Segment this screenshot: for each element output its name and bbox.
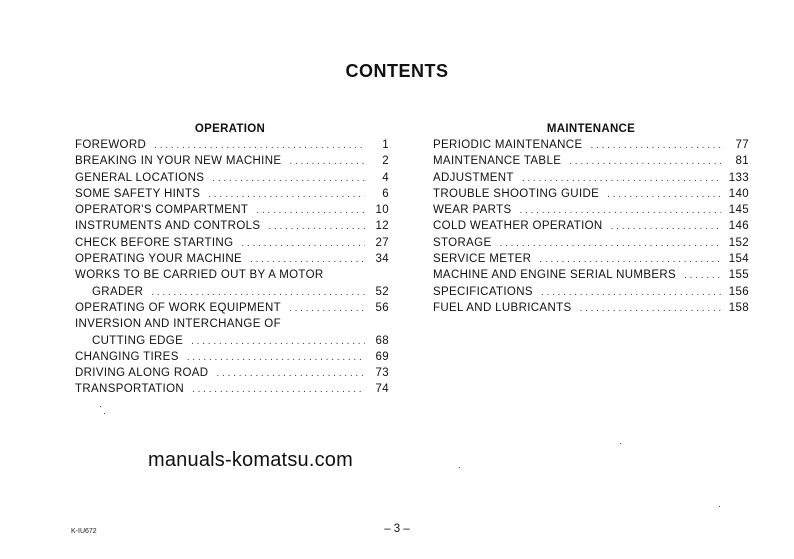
dot-leader (519, 203, 721, 219)
toc-entry-page: 69 (375, 350, 389, 363)
toc-entry-specifications[interactable] (433, 284, 749, 300)
toc-entry-changing-tires[interactable] (75, 349, 389, 365)
toc-entry-label: PERIODIC MAINTENANCE (433, 139, 583, 151)
maintenance-section (433, 121, 749, 316)
toc-entry-label: TRANSPORTATION (75, 383, 185, 396)
toc-entry-label: SERVICE METER (433, 253, 532, 266)
dot-leader (268, 219, 365, 235)
toc-entry-driving-road[interactable] (75, 365, 389, 381)
dot-leader (684, 268, 721, 284)
toc-entry-serial-numbers[interactable] (433, 267, 749, 283)
toc-entry-check-before-starting[interactable] (75, 235, 389, 251)
toc-entry-page: 27 (375, 236, 389, 249)
dot-leader (591, 138, 722, 154)
toc-entry-periodic-maintenance[interactable] (433, 137, 749, 153)
toc-entry-page: 77 (735, 139, 749, 151)
toc-entry-label: SOME SAFETY HINTS (75, 187, 201, 200)
toc-entry-inversion-interchange[interactable] (75, 316, 389, 332)
scan-speck (620, 443, 621, 444)
toc-entry-page: 154 (728, 253, 749, 266)
dot-leader (216, 366, 365, 382)
dot-leader (256, 203, 365, 219)
toc-entry-operators-compartment[interactable] (75, 202, 389, 218)
toc-entry-label: GENERAL LOCATIONS (75, 171, 205, 184)
dot-leader (241, 236, 365, 252)
toc-entry-label: INSTRUMENTS AND CONTROLS (75, 220, 261, 233)
dot-leader (187, 350, 365, 366)
toc-entry-maintenance-table[interactable] (433, 153, 749, 169)
toc-entry-work-equipment[interactable] (75, 300, 389, 316)
toc-entry-page: 12 (375, 220, 389, 233)
toc-entry-label: CUTTING EDGE (92, 334, 184, 347)
dot-leader (289, 154, 365, 170)
toc-entry-label: DRIVING ALONG ROAD (75, 367, 209, 380)
toc-entry-label: CHECK BEFORE STARTING (75, 236, 234, 249)
toc-entry-label: OPERATING OF WORK EQUIPMENT (75, 301, 282, 314)
dot-leader (541, 285, 721, 301)
toc-entry-safety-hints[interactable] (75, 186, 389, 202)
dot-leader (212, 171, 365, 187)
toc-entry-label: CHANGING TIRES (75, 350, 179, 363)
dot-leader (522, 171, 721, 187)
dot-leader (250, 252, 365, 268)
page-number: – 3 – (384, 523, 410, 535)
maintenance-heading: MAINTENANCE (546, 123, 636, 135)
toc-entry-instruments-controls[interactable] (75, 218, 389, 234)
scan-speck (104, 413, 105, 414)
scan-speck (100, 406, 101, 407)
toc-entry-service-meter[interactable] (433, 251, 749, 267)
dot-leader (151, 285, 365, 301)
toc-entry-works-motor-grader[interactable] (75, 267, 389, 283)
toc-entry-label: TROUBLE SHOOTING GUIDE (433, 187, 600, 200)
toc-entry-label: INVERSION AND INTERCHANGE OF (75, 318, 281, 331)
toc-entry-page: 81 (735, 155, 749, 168)
toc-entry-label: MAINTENANCE TABLE (433, 155, 562, 168)
toc-entry-page: 133 (728, 171, 749, 184)
toc-entry-transportation[interactable] (75, 381, 389, 397)
maintenance-toc-list (433, 137, 749, 316)
dot-leader (611, 219, 721, 235)
toc-entry-page: 155 (728, 269, 749, 282)
toc-entry-page: 156 (728, 285, 749, 298)
toc-entry-page: 1 (382, 139, 389, 151)
toc-entry-label: WEAR PARTS (433, 204, 512, 217)
toc-entry-page: 68 (375, 334, 389, 347)
dot-leader (499, 236, 721, 252)
toc-entry-page: 145 (728, 204, 749, 217)
scan-speck (719, 506, 720, 507)
page-title: CONTENTS (345, 61, 449, 81)
toc-entry-operating-machine[interactable] (75, 251, 389, 267)
toc-entry-cold-weather[interactable] (433, 218, 749, 234)
toc-entry-page: 6 (382, 187, 389, 200)
dot-leader (580, 301, 721, 317)
operation-heading: OPERATION (194, 123, 266, 135)
toc-entry-label: MACHINE AND ENGINE SERIAL NUMBERS (433, 269, 677, 282)
document-code: K-IU672 (71, 528, 97, 535)
toc-entry-label: ADJUSTMENT (433, 171, 514, 184)
toc-entry-adjustment[interactable] (433, 170, 749, 186)
toc-entry-page: 152 (728, 236, 749, 249)
toc-entry-page: 73 (375, 367, 389, 380)
toc-entry-label: STORAGE (433, 236, 492, 249)
toc-entry-page: 4 (382, 171, 389, 184)
watermark-text: manuals-komatsu.com (148, 449, 353, 471)
toc-entry-cutting-edge[interactable] (75, 333, 389, 349)
toc-entry-page: 74 (375, 383, 389, 396)
toc-entry-page: 146 (728, 220, 749, 233)
toc-entry-label: COLD WEATHER OPERATION (433, 220, 603, 233)
toc-entry-general-locations[interactable] (75, 170, 389, 186)
toc-entry-trouble-shooting[interactable] (433, 186, 749, 202)
scan-speck (459, 467, 460, 468)
toc-entry-label: OPERATOR'S COMPARTMENT (75, 204, 249, 217)
toc-entry-label: WORKS TO BE CARRIED OUT BY A MOTOR (75, 269, 324, 282)
toc-entry-page: 10 (375, 204, 389, 217)
toc-entry-breaking-in[interactable] (75, 153, 389, 169)
toc-entry-page: 56 (375, 301, 389, 314)
dot-leader (607, 187, 721, 203)
toc-entry-page: 140 (728, 187, 749, 200)
dot-leader (192, 382, 365, 398)
toc-entry-page: 158 (728, 301, 749, 314)
dot-leader (154, 138, 365, 154)
toc-entry-label: OPERATING YOUR MACHINE (75, 253, 243, 266)
toc-entry-grader[interactable] (75, 284, 389, 300)
toc-entry-label: FUEL AND LUBRICANTS (433, 301, 572, 314)
operation-section (75, 121, 389, 398)
toc-entry-page: 2 (382, 155, 389, 168)
toc-entry-label: BREAKING IN YOUR NEW MACHINE (75, 155, 282, 168)
toc-entry-page: 34 (375, 253, 389, 266)
dot-leader (569, 154, 721, 170)
toc-entry-label: FOREWORD (75, 139, 147, 151)
dot-leader (208, 187, 365, 203)
toc-entry-storage[interactable] (433, 235, 749, 251)
toc-entry-fuel-lubricants[interactable] (433, 300, 749, 316)
dot-leader (289, 301, 365, 317)
toc-entry-label: GRADER (92, 285, 144, 298)
toc-entry-wear-parts[interactable] (433, 202, 749, 218)
operation-toc-list (75, 137, 389, 398)
dot-leader (191, 334, 365, 350)
toc-entry-label: SPECIFICATIONS (433, 285, 533, 298)
dot-leader (539, 252, 721, 268)
toc-entry-foreword[interactable] (75, 137, 389, 153)
toc-entry-page: 52 (375, 285, 389, 298)
